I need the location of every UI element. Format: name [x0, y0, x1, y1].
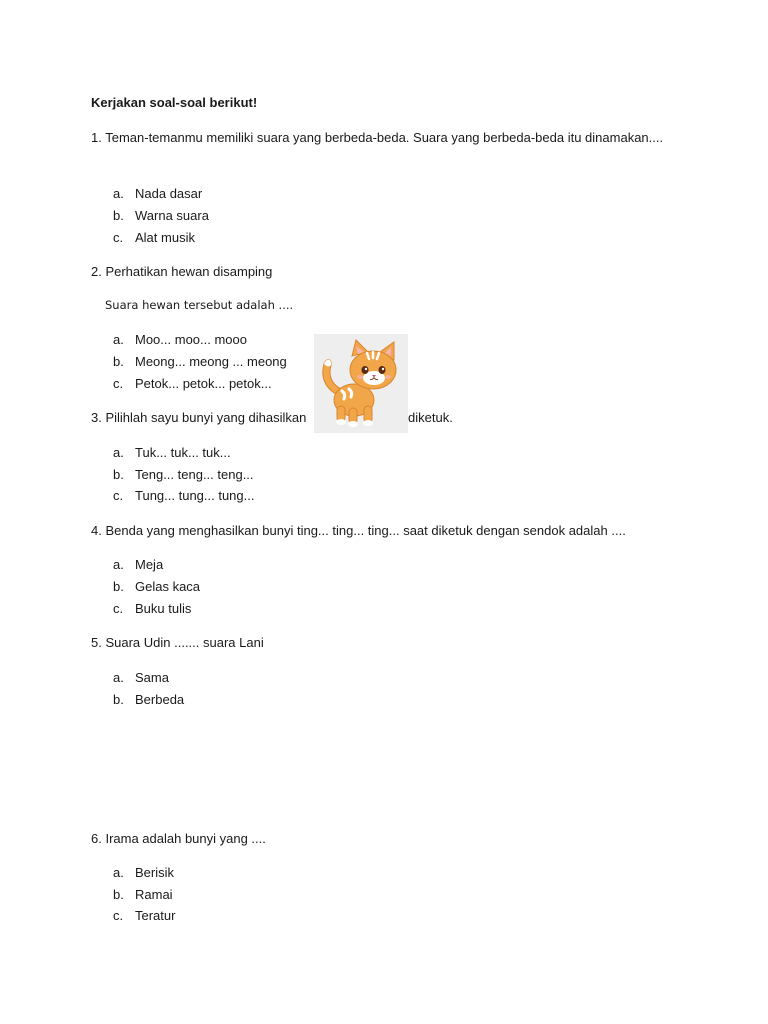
option-text: Berisik — [135, 865, 175, 880]
cat-illustration-icon — [314, 334, 408, 433]
question-5-text: 5. Suara Udin ....... suara Lani — [91, 635, 264, 650]
option-letter: c. — [113, 376, 124, 391]
option-letter: b. — [113, 208, 124, 223]
option-letter: b. — [113, 887, 124, 902]
option-letter: a. — [113, 557, 124, 572]
option-text: Warna suara — [135, 208, 209, 223]
option-letter: a. — [113, 445, 124, 460]
option-letter: c. — [113, 601, 124, 616]
option-text: Ramai — [135, 887, 173, 902]
worksheet-title: Kerjakan soal-soal berikut! — [91, 95, 258, 110]
option-text: Alat musik — [135, 230, 195, 245]
option-text: Berbeda — [135, 692, 185, 707]
option-letter: a. — [113, 186, 124, 201]
option-letter: c. — [113, 488, 124, 503]
option-text: Teng... teng... teng... — [135, 467, 254, 482]
option-letter: a. — [113, 865, 124, 880]
option-text: Petok... petok... petok... — [135, 376, 272, 391]
option-letter: c. — [113, 908, 124, 923]
option-text: Teratur — [135, 908, 176, 923]
question-3-text-end: diketuk. — [408, 410, 453, 425]
option-text: Meja — [135, 557, 164, 572]
option-text: Nada dasar — [135, 186, 203, 201]
question-3-text-start: 3. Pilihlah sayu bunyi yang dihasilkan — [91, 410, 307, 425]
question-2-text: 2. Perhatikan hewan disamping — [91, 264, 273, 279]
question-6-text: 6. Irama adalah bunyi yang .... — [91, 831, 266, 846]
question-4-text: 4. Benda yang menghasilkan bunyi ting... ting... ting... saat diketuk dengan sendok adalah .... — [91, 523, 626, 538]
option-text: Sama — [135, 670, 169, 685]
option-text: Meong... meong ... meong — [135, 354, 287, 369]
option-text: Tuk... tuk... tuk... — [135, 445, 231, 460]
option-letter: b. — [113, 692, 124, 707]
option-letter: c. — [113, 230, 124, 245]
option-text: Tung... tung... tung... — [135, 488, 255, 503]
option-text: Buku tulis — [135, 601, 192, 616]
option-letter: a. — [113, 332, 124, 347]
option-text: Gelas kaca — [135, 579, 201, 594]
option-letter: b. — [113, 579, 124, 594]
option-letter: b. — [113, 467, 124, 482]
option-letter: b. — [113, 354, 124, 369]
question-2-note: Suara hewan tersebut adalah .... — [105, 298, 294, 312]
question-1-text: 1. Teman-temanmu memiliki suara yang berbeda-beda. Suara yang berbeda-beda itu dinamakan.... — [91, 130, 664, 145]
option-text: Moo... moo... mooo — [135, 332, 247, 347]
option-letter: a. — [113, 670, 124, 685]
